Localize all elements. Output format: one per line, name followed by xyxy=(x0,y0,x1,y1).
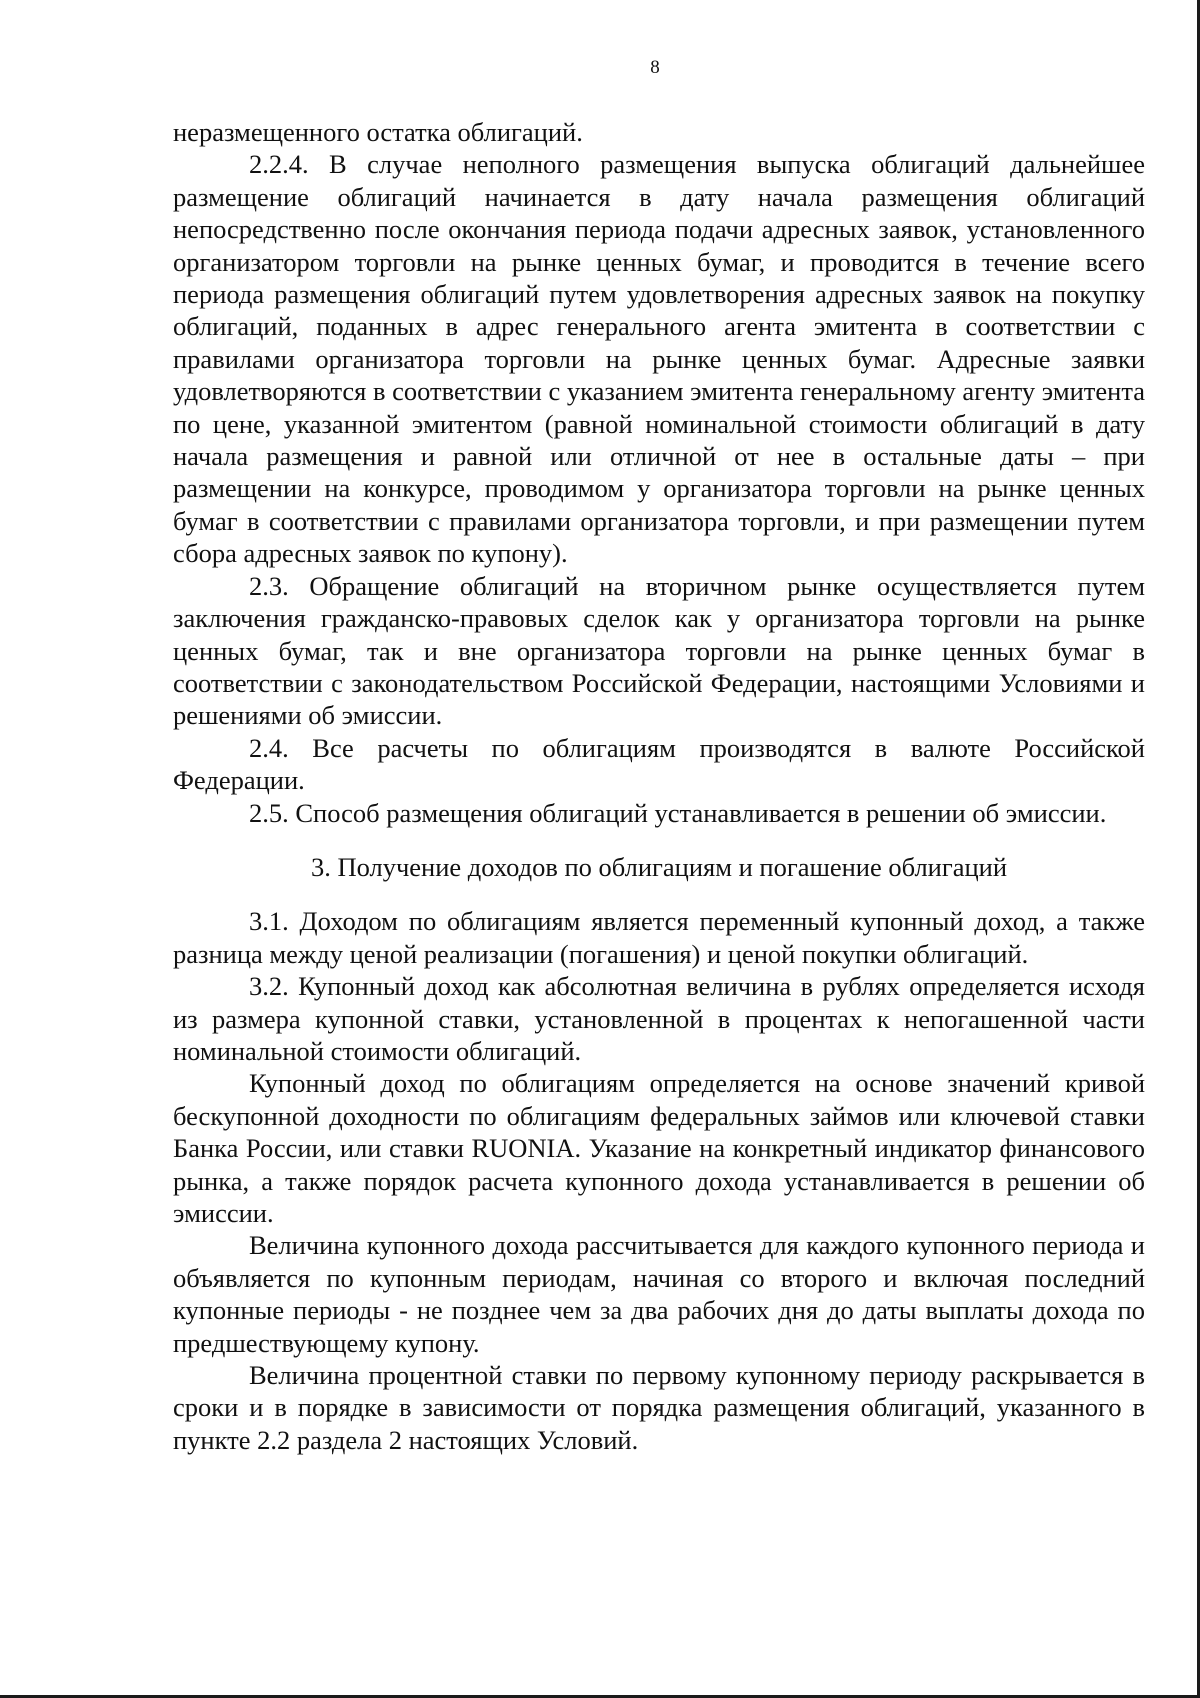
paragraph-3-2: 3.2. Купонный доход как абсолютная величина в рублях определяется исходя из размера купонной ставки, установленной в процентах к непогашенной части номинальной стоимости облигаций. xyxy=(173,971,1145,1066)
paragraph-2-4: 2.4. Все расчеты по облигациям производятся в валюте Российской Федерации. xyxy=(173,732,1145,796)
paragraph-coupon-amount: Величина купонного дохода рассчитывается для каждого купонного периода и объявляется по купонным периодам, начиная со второго и включая последний купонные периоды - не позднее чем за два рабочих дня до даты выплаты дохода по предшествующему купону. xyxy=(173,1230,1145,1358)
document-body xyxy=(173,116,1145,1456)
page-number: 8 xyxy=(650,57,660,78)
paragraph-2-2-4: 2.2.4. В случае неполного размещения выпуска облигаций дальнейшее размещение облигаций начинается в дату начала размещения облигаций непосредственно после окончания периода подачи адресных заявок, установленного организатором торговли на рынке ценных бумаг, и проводится в течение всего периода размещения облигаций путем удовлетворения адресных заявок на покупку облигаций, поданных в адрес генерального агента эмитента в соответствии с правилами организатора торговли на рынке ценных бумаг. Адресные заявки удовлетворяются в соответствии с указанием эмитента генеральному агенту эмитента по цене, указанной эмитентом (равной номинальной стоимости облигаций в дату начала размещения и равной или отличной от нее в остальные даты – при размещении на конкурсе, проводимом у организатора торговли на рынке ценных бумаг в соответствии с правилами организатора торговли, и при размещении путем сбора адресных заявок по купону). xyxy=(173,149,1145,569)
paragraph-3-1: 3.1. Доходом по облигациям является переменный купонный доход, а также разница между ценой реализации (погашения) и ценой покупки облигаций. xyxy=(173,906,1145,969)
paragraph-2-3: 2.3. Обращение облигаций на вторичном рынке осуществляется путем заключения гражданско-правовых сделок как у организатора торговли на рынке ценных бумаг, так и вне организатора торговли на рынке ценных бумаг в соответствии с законодательством Российской Федерации, настоящими Условиями и решениями об эмиссии. xyxy=(173,570,1145,731)
paragraph-continuation: неразмещенного остатка облигаций. xyxy=(173,117,583,147)
paragraph-2-5: 2.5. Способ размещения облигаций устанавливается в решении об эмиссии. xyxy=(249,797,1107,828)
paragraph-coupon-indicator: Купонный доход по облигациям определяется на основе значений кривой бескупонной доходности по облигациям федеральных займов или ключевой ставки Банка России, или ставки RUONIA. Указание на конкретный индикатор финансового рынка, а также порядок расчета купонного дохода устанавливается в решении об эмиссии. xyxy=(173,1068,1145,1228)
section-heading: 3. Получение доходов по облигациям и погашение облигаций xyxy=(310,851,1008,882)
paragraph-first-coupon-rate: Величина процентной ставки по первому купонному периоду раскрывается в сроки и в порядке в зависимости от порядка размещения облигаций, указанного в пункте 2.2 раздела 2 настоящих Условий. xyxy=(173,1360,1145,1455)
